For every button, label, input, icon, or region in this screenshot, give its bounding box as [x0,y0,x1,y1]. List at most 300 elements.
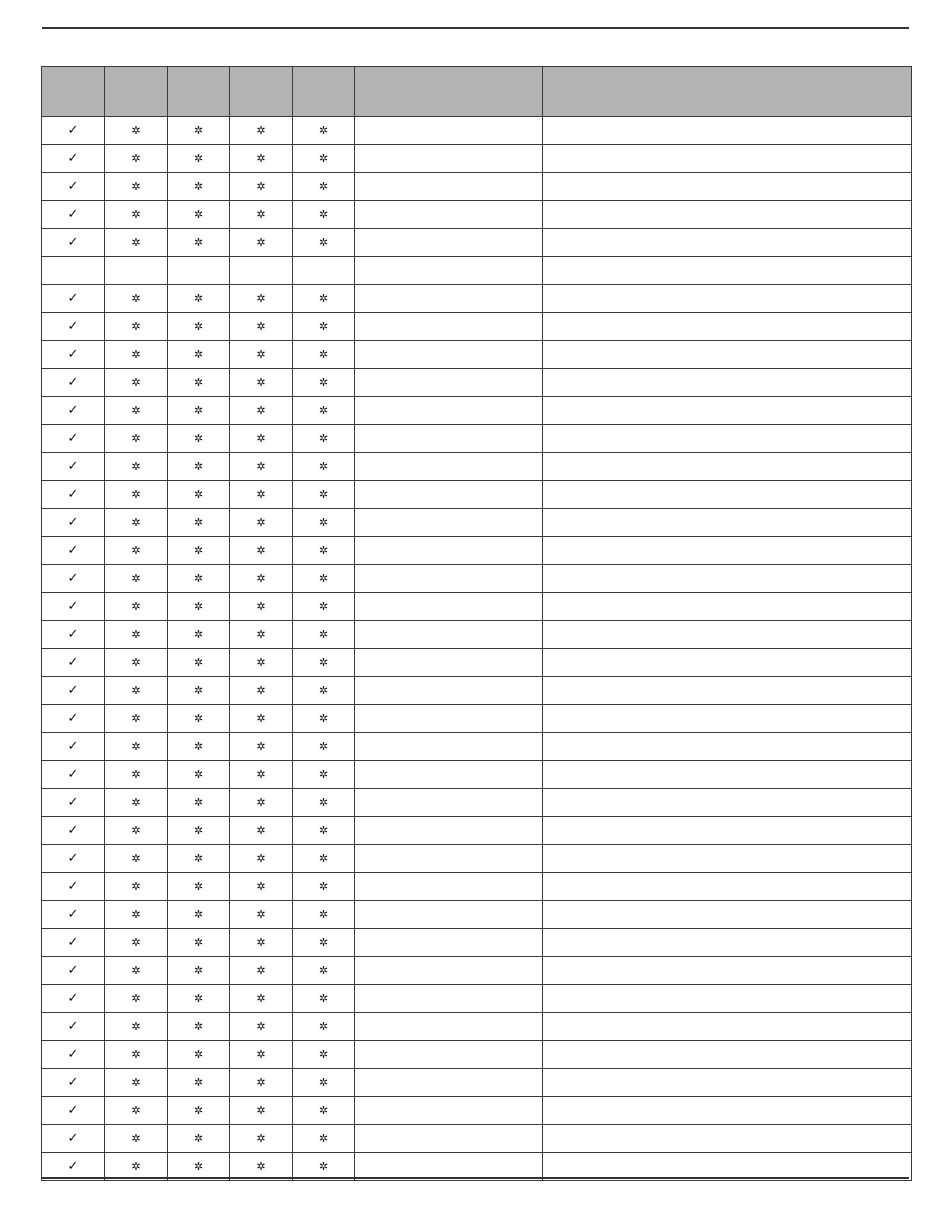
star-cell-4 [293,565,355,593]
asterisk-star-icon: ✲ [256,824,266,837]
star-cell-2 [168,173,230,201]
star-cell-3 [230,957,293,985]
star-cell-1 [105,1097,168,1125]
asterisk-star-icon: ✲ [318,880,329,893]
star-cell-4 [293,397,355,425]
text-cell-2 [543,705,912,733]
asterisk-star-icon: ✲ [193,404,204,417]
text-cell-1 [355,761,543,789]
asterisk-star-icon: ✲ [256,516,266,529]
text-cell-2 [543,621,912,649]
star-cell-2 [168,761,230,789]
asterisk-star-icon: ✲ [256,208,266,221]
asterisk-star-icon: ✲ [256,1132,266,1145]
asterisk-star-icon: ✲ [131,488,141,501]
text-cell-2 [543,929,912,957]
asterisk-star-icon: ✲ [318,1020,329,1033]
asterisk-star-icon: ✲ [256,320,266,333]
text-cell-2 [543,397,912,425]
text-cell-1 [355,649,543,677]
check-mark-icon: ✓ [67,459,79,474]
star-cell-1 [105,705,168,733]
star-cell-3 [230,593,293,621]
check-cell [42,173,105,201]
check-mark-icon: ✓ [67,571,79,586]
asterisk-star-icon: ✲ [131,1076,141,1089]
asterisk-star-icon: ✲ [256,712,266,725]
table-row [42,957,912,985]
text-cell-2 [543,845,912,873]
asterisk-star-icon: ✲ [131,600,141,613]
asterisk-star-icon: ✲ [193,1104,204,1117]
star-cell-3 [230,565,293,593]
text-cell-2 [543,761,912,789]
asterisk-star-icon: ✲ [256,684,266,697]
asterisk-star-icon: ✲ [131,236,141,249]
star-cell-3 [230,901,293,929]
asterisk-star-icon: ✲ [318,320,329,333]
asterisk-star-icon: ✲ [256,880,266,893]
star-cell-1 [105,733,168,761]
star-cell-3 [230,845,293,873]
check-cell [42,313,105,341]
star-cell-2 [168,649,230,677]
asterisk-star-icon: ✲ [193,236,204,249]
star-cell-2 [168,369,230,397]
asterisk-star-icon: ✲ [318,488,329,501]
text-cell-1 [355,593,543,621]
text-cell-1 [355,313,543,341]
check-mark-icon: ✓ [67,179,79,194]
header-cell-2 [105,67,168,117]
asterisk-star-icon: ✲ [318,180,329,193]
check-mark-icon: ✓ [67,1019,79,1034]
asterisk-star-icon: ✲ [256,432,266,445]
star-cell-3 [230,1069,293,1097]
asterisk-star-icon: ✲ [318,572,329,585]
text-cell-1 [355,733,543,761]
asterisk-star-icon: ✲ [256,1104,266,1117]
asterisk-star-icon: ✲ [256,1076,266,1089]
asterisk-star-icon: ✲ [193,908,204,921]
asterisk-star-icon: ✲ [256,628,266,641]
asterisk-star-icon: ✲ [256,236,266,249]
asterisk-star-icon: ✲ [131,712,141,725]
star-cell-3 [230,1097,293,1125]
star-cell-4 [293,705,355,733]
asterisk-star-icon: ✲ [318,152,329,165]
star-cell-2 [168,341,230,369]
star-cell-1 [105,425,168,453]
check-cell [42,901,105,929]
text-cell-1 [355,1013,543,1041]
star-cell-1 [105,565,168,593]
text-cell-1 [355,677,543,705]
asterisk-star-icon: ✲ [318,376,329,389]
check-mark-icon: ✓ [67,123,79,138]
asterisk-star-icon: ✲ [131,1132,141,1145]
asterisk-star-icon: ✲ [318,348,329,361]
asterisk-star-icon: ✲ [193,964,204,977]
star-cell-3 [230,929,293,957]
asterisk-star-icon: ✲ [318,908,329,921]
asterisk-star-icon: ✲ [256,936,266,949]
table-row [42,677,912,705]
asterisk-star-icon: ✲ [318,236,329,249]
star-cell-4 [293,873,355,901]
star-cell-4 [293,509,355,537]
check-cell [42,537,105,565]
asterisk-star-icon: ✲ [193,824,204,837]
star-cell-4 [293,621,355,649]
table-row [42,481,912,509]
text-cell-2 [543,1069,912,1097]
asterisk-star-icon: ✲ [131,964,141,977]
text-cell-1 [355,537,543,565]
star-cell-4 [293,537,355,565]
table-header [42,67,912,117]
text-cell-2 [543,789,912,817]
star-cell-4 [293,453,355,481]
check-mark-icon: ✓ [67,683,79,698]
asterisk-star-icon: ✲ [318,1076,329,1089]
asterisk-star-icon: ✲ [318,712,329,725]
text-cell-1 [355,565,543,593]
table-row [42,117,912,145]
asterisk-star-icon: ✲ [256,124,266,137]
text-cell-1 [355,145,543,173]
star-cell-3 [230,341,293,369]
check-mark-icon: ✓ [67,991,79,1006]
asterisk-star-icon: ✲ [193,1132,204,1145]
table-row [42,229,912,257]
asterisk-star-icon: ✲ [193,852,204,865]
star-cell-4 [293,425,355,453]
star-cell-3 [230,705,293,733]
star-cell-2 [168,537,230,565]
check-mark-icon: ✓ [67,963,79,978]
star-cell-4 [293,1069,355,1097]
star-cell-1 [105,145,168,173]
star-cell-3 [230,509,293,537]
star-cell-4 [293,677,355,705]
asterisk-star-icon: ✲ [318,1048,329,1061]
header-cell-3 [168,67,230,117]
star-cell-2 [168,873,230,901]
star-cell-3 [230,397,293,425]
text-cell-2 [543,481,912,509]
star-cell-3 [230,173,293,201]
star-cell-1 [105,117,168,145]
check-cell [42,705,105,733]
star-cell-4 [293,957,355,985]
asterisk-star-icon: ✲ [318,796,329,809]
check-cell [42,1125,105,1153]
check-cell [42,873,105,901]
star-cell-3 [230,229,293,257]
asterisk-star-icon: ✲ [131,432,141,445]
star-cell-2 [168,201,230,229]
check-cell [42,761,105,789]
star-cell-2 [168,621,230,649]
star-cell-4 [293,1097,355,1125]
check-mark-icon: ✓ [67,487,79,502]
asterisk-star-icon: ✲ [193,684,204,697]
text-cell-1 [355,873,543,901]
star-cell-1 [105,817,168,845]
asterisk-star-icon: ✲ [318,460,329,473]
star-cell-2 [168,1069,230,1097]
asterisk-star-icon: ✲ [131,460,141,473]
star-cell-4 [293,733,355,761]
asterisk-star-icon: ✲ [131,348,141,361]
star-cell-2 [168,677,230,705]
star-cell-2 [168,313,230,341]
star-cell-1 [105,929,168,957]
check-mark-icon: ✓ [67,739,79,754]
star-cell-3 [230,313,293,341]
text-cell-1 [355,1041,543,1069]
star-cell-3 [230,201,293,229]
star-cell-3 [230,677,293,705]
star-cell-3 [230,257,293,285]
star-cell-4 [293,985,355,1013]
star-cell-2 [168,145,230,173]
asterisk-star-icon: ✲ [318,600,329,613]
star-cell-1 [105,313,168,341]
check-mark-icon: ✓ [67,711,79,726]
text-cell-2 [543,649,912,677]
star-cell-4 [293,229,355,257]
check-cell [42,257,105,285]
header-row [42,67,912,117]
text-cell-1 [355,117,543,145]
check-mark-icon: ✓ [67,403,79,418]
text-cell-2 [543,201,912,229]
asterisk-star-icon: ✲ [131,1160,141,1173]
asterisk-star-icon: ✲ [193,488,204,501]
asterisk-star-icon: ✲ [318,740,329,753]
check-cell [42,453,105,481]
check-mark-icon: ✓ [67,1047,79,1062]
text-cell-2 [543,1013,912,1041]
check-cell [42,369,105,397]
asterisk-star-icon: ✲ [193,376,204,389]
table-row [42,733,912,761]
text-cell-2 [543,1041,912,1069]
table-row [42,817,912,845]
star-cell-2 [168,845,230,873]
asterisk-star-icon: ✲ [256,152,266,165]
star-cell-2 [168,817,230,845]
star-cell-1 [105,201,168,229]
asterisk-star-icon: ✲ [193,516,204,529]
asterisk-star-icon: ✲ [256,460,266,473]
table-row [42,173,912,201]
star-cell-1 [105,509,168,537]
header-cell-1 [42,67,105,117]
text-cell-2 [543,817,912,845]
asterisk-star-icon: ✲ [318,684,329,697]
asterisk-star-icon: ✲ [256,796,266,809]
star-cell-4 [293,201,355,229]
text-cell-2 [543,593,912,621]
asterisk-star-icon: ✲ [318,824,329,837]
text-cell-1 [355,1097,543,1125]
table-row [42,649,912,677]
check-mark-icon: ✓ [67,375,79,390]
star-cell-4 [293,341,355,369]
star-cell-3 [230,285,293,313]
star-cell-3 [230,1041,293,1069]
asterisk-star-icon: ✲ [193,1020,204,1033]
check-cell [42,845,105,873]
asterisk-star-icon: ✲ [193,320,204,333]
asterisk-star-icon: ✲ [131,320,141,333]
check-mark-icon: ✓ [67,655,79,670]
text-cell-1 [355,1125,543,1153]
asterisk-star-icon: ✲ [131,768,141,781]
check-cell [42,565,105,593]
asterisk-star-icon: ✲ [256,292,266,305]
star-cell-2 [168,1041,230,1069]
star-cell-1 [105,1069,168,1097]
star-cell-1 [105,789,168,817]
asterisk-star-icon: ✲ [193,1076,204,1089]
text-cell-2 [543,173,912,201]
star-cell-2 [168,593,230,621]
asterisk-star-icon: ✲ [318,964,329,977]
asterisk-star-icon: ✲ [256,656,266,669]
table-row [42,341,912,369]
check-cell [42,649,105,677]
star-cell-1 [105,845,168,873]
check-cell [42,985,105,1013]
asterisk-star-icon: ✲ [131,656,141,669]
star-cell-2 [168,481,230,509]
asterisk-star-icon: ✲ [256,544,266,557]
text-cell-1 [355,201,543,229]
check-cell [42,201,105,229]
asterisk-star-icon: ✲ [256,600,266,613]
asterisk-star-icon: ✲ [131,516,141,529]
text-cell-1 [355,397,543,425]
table-row [42,1125,912,1153]
asterisk-star-icon: ✲ [131,152,141,165]
check-cell [42,1097,105,1125]
text-cell-2 [543,285,912,313]
asterisk-star-icon: ✲ [256,488,266,501]
check-mark-icon: ✓ [67,151,79,166]
text-cell-1 [355,1069,543,1097]
check-mark-icon: ✓ [67,347,79,362]
star-cell-4 [293,369,355,397]
star-cell-1 [105,901,168,929]
star-cell-2 [168,733,230,761]
table-row [42,1097,912,1125]
check-mark-icon: ✓ [67,235,79,250]
asterisk-star-icon: ✲ [131,544,141,557]
asterisk-star-icon: ✲ [256,348,266,361]
table-row [42,453,912,481]
asterisk-star-icon: ✲ [131,992,141,1005]
star-cell-1 [105,593,168,621]
check-cell [42,929,105,957]
asterisk-star-icon: ✲ [256,1160,266,1173]
asterisk-star-icon: ✲ [318,544,329,557]
check-mark-icon: ✓ [67,1075,79,1090]
star-cell-2 [168,1097,230,1125]
check-cell [42,593,105,621]
table-row [42,929,912,957]
check-cell [42,1013,105,1041]
text-cell-2 [543,1125,912,1153]
text-cell-2 [543,873,912,901]
text-cell-2 [543,1097,912,1125]
header-cell-7 [543,67,912,117]
text-cell-2 [543,957,912,985]
check-cell [42,677,105,705]
star-cell-4 [293,789,355,817]
text-cell-1 [355,705,543,733]
text-cell-2 [543,537,912,565]
star-cell-1 [105,537,168,565]
star-cell-1 [105,957,168,985]
check-cell [42,397,105,425]
check-cell [42,285,105,313]
check-cell [42,425,105,453]
asterisk-star-icon: ✲ [318,1132,329,1145]
header-cell-4 [230,67,293,117]
asterisk-star-icon: ✲ [193,936,204,949]
star-cell-3 [230,817,293,845]
check-cell [42,1041,105,1069]
check-mark-icon: ✓ [67,599,79,614]
data-table [41,66,912,1181]
check-mark-icon: ✓ [67,207,79,222]
star-cell-1 [105,257,168,285]
table-row [42,845,912,873]
table-row [42,537,912,565]
check-mark-icon: ✓ [67,431,79,446]
check-mark-icon: ✓ [67,795,79,810]
asterisk-star-icon: ✲ [318,852,329,865]
asterisk-star-icon: ✲ [193,1160,204,1173]
asterisk-star-icon: ✲ [131,796,141,809]
text-cell-2 [543,145,912,173]
star-cell-3 [230,481,293,509]
star-cell-1 [105,677,168,705]
table-row [42,901,912,929]
text-cell-2 [543,229,912,257]
asterisk-star-icon: ✲ [193,796,204,809]
check-mark-icon: ✓ [67,879,79,894]
star-cell-1 [105,229,168,257]
asterisk-star-icon: ✲ [193,628,204,641]
asterisk-star-icon: ✲ [131,180,141,193]
text-cell-1 [355,481,543,509]
star-cell-1 [105,369,168,397]
text-cell-2 [543,369,912,397]
table-row [42,1041,912,1069]
star-cell-2 [168,957,230,985]
table-row [42,593,912,621]
star-cell-4 [293,593,355,621]
check-mark-icon: ✓ [67,627,79,642]
asterisk-star-icon: ✲ [318,656,329,669]
asterisk-star-icon: ✲ [193,740,204,753]
star-cell-2 [168,453,230,481]
